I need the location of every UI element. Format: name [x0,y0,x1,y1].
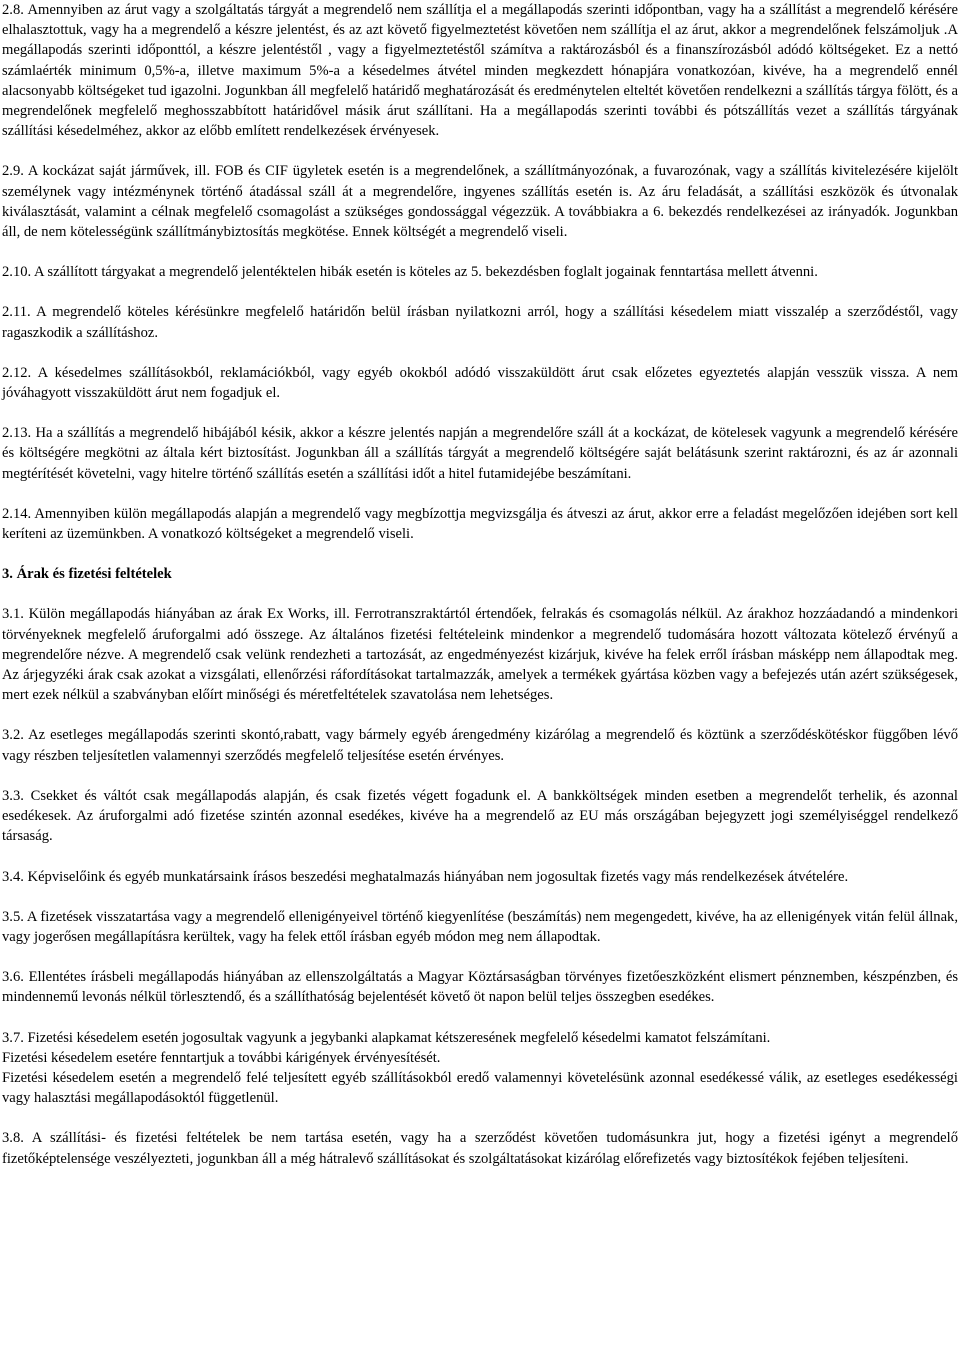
paragraph-3-7-line-1: 3.7. Fizetési késedelem esetén jogosultak vagyunk a jegybanki alapkamat kétszeresének megfelelő késedelmi kamatot felszámítani. [2,1029,771,1046]
document-page [2,0,958,1169]
paragraph-2-14: 2.14. Amennyiben külön megállapodás alapján a megrendelő vagy megbízottja megvizsgálja és átveszi az árut, akkor erre a feladást megelőzően idejében sort kell keríteni az üzemünkben. A vonatkozó költségeket a megrendelő viseli. [2,505,958,543]
paragraph-2-10: 2.10. A szállított tárgyakat a megrendelő jelentéktelen hibák esetén is köteles az 5. bekezdésben foglalt jogainak fenntartása mellett átvenni. [2,264,818,281]
paragraph-3-7 [2,1028,958,1109]
paragraph-3-1: 3.1. Külön megállapodás hiányában az árak Ex Works, ill. Ferrotranszraktártól értendőek, felrakás és csomagolás nélkül. Az árakhoz hozzáadandó a mindenkori törvényeknek megfelelő áruforgalmi adó összege. Az általános fizetési feltételeink mindenkor a megrendelő tudomására hozott változata kötelező érvényű a megrendelőre nézve. A megrendelő csak velünk rendezheti a tartozását, az engedményezést kizárjuk, kivéve ha felek erről írásban másképp nem állapodtak meg. Az árjegyzéki árak csak azokat a vizsgálati, ellenőrzési ráfordításokat tartalmazzák, amelyek a termékek gyártása közben vagy a befejezés után azért szükségesek, mert ezek nélkül a szabványban előírt minőségi és méretfeltételek szavatolása nem lehetséges. [2,606,958,704]
section-3-heading: 3. Árak és fizetési feltételek [2,566,172,583]
paragraph-3-5: 3.5. A fizetések visszatartása vagy a megrendelő ellenigényeivel történő kiegyenlítése (beszámítás) nem megengedett, kivéve, ha az ellenigények vitán felül állnak, vagy jogerősen megállapításra kerültek, vagy ha felek ettől írásban egyéb módon meg nem állapodtak. [2,908,958,945]
paragraph-3-8: 3.8. A szállítási- és fizetési feltételek be nem tartása esetén, vagy ha a szerződést követően tudomásunkra jut, hogy a fizetési igényt a megrendelő fizetőképtelensége veszélyezteti, jogunkban áll a még hátralevő szállításokat és szolgáltatásokat kizárólag előrefizetés vagy biztosítékok fejében teljesíteni. [2,1130,958,1167]
paragraph-3-2: 3.2. Az esetleges megállapodás szerinti skontó,rabatt, vagy bármely egyéb árengedmény kizárólag a megrendelő és köztünk a szerződéskötéskor függőben lévő vagy részben teljesítetlen valamennyi szerződés megfelelő teljesítése esetén érvényes. [2,727,958,764]
paragraph-3-7-line-3: Fizetési késedelem esetén a megrendelő felé teljesített egyéb szállításokból eredő valamennyi követelésünk azonnal esedékessé válik, az esetleges esedékességi vagy halasztási megállapodásoktól függetlenül. [2,1069,958,1107]
paragraph-3-7-line-2: Fizetési késedelem esetére fenntartjuk a további kárigények érvényesítését. [2,1049,441,1066]
paragraph-2-11: 2.11. A megrendelő köteles kérésünkre megfelelő határidőn belül írásban nyilatkozni arról, hogy a szállítási késedelem miatt visszalép a szerződéstől, vagy ragaszkodik a szállításhoz. [2,304,958,341]
paragraph-2-13: 2.13. Ha a szállítás a megrendelő hibájából késik, akkor a készre jelentés napján a megrendelőre száll át a kockázat, de kötelesek vagyunk a megrendelő kérésére és költségére megkötni az általa kért biztosítást. Jogunkban áll a szállítás tárgyát a megrendelő költségére saját belátásunk szerint raktározni, és az ár azonnali megtérítését követelni, vagy hitelre történő szállítás esetén a szállítási időt a hitel futamidejébe beszámítani. [2,425,958,482]
paragraph-2-8: 2.8. Amennyiben az árut vagy a szolgáltatás tárgyát a megrendelő nem szállítja el a megállapodás szerinti időpontban, vagy ha a szállítást a megrendelő kérésére elhalasztottuk, vagy ha a megrendelő a készre jelentést, és az azt követő figyelmeztetést követően nem szállítja el az árut, akkor a megrendelőnek felszámoljuk .A megállapodás szerinti időponttól, a készre jelentéstől , vagy a figyelmeztetéstől számítva a raktározásból és a finanszírozásból adódó költségeket. Ez a nettó számlaérték minimum 0,5%-a, illetve maximum 5%-a a késedelmes átvétel minden megkezdett hónapjára vonatkozóan, kivéve, ha a megrendelő ennél alacsonyabb költségeket tud igazolni. Jogunkban áll megfelelő határidő meghatározását és eredménytelen elteltét követően rendelkezni a szállítás tárgya fölött, és a megrendelőnek megfelelő meghosszabbított határidővel másik árut szállítani. Ha a megállapodás szerinti további és pótszállítás vezet a szállítás tárgyának szállítási késedelméhez, akkor az előbb említett rendelkezések érvényesek. [2,2,958,140]
paragraph-2-12: 2.12. A késedelmes szállításokból, reklamációkból, vagy egyéb okokból adódó visszaküldött árut csak előzetes egyeztetés alapján vesszük vissza. A nem jóváhagyott visszaküldött árut nem fogadjuk el. [2,364,958,402]
paragraph-2-9: 2.9. A kockázat saját járművek, ill. FOB és CIF ügyletek esetén is a megrendelőnek, a szállítmányozónak, a fuvarozónak, vagy a szállítás kivitelezésére kijelölt személynek vagy intézménynek történő átadással száll át a megrendelőre, ingyenes szállítás esetén is. Az áru feladását, a szállítási eszközök és útvonalak kiválasztását, valamint a célnak megfelelő csomagolást a szükséges gondossággal végezzük. A továbbiakra a 6. bekezdés rendelkezései az irányadók. Jogunkban áll, de nem kötelességünk szállítmánybiztosítás megkötése. Ennek költségét a megrendelő viseli. [2,163,958,241]
paragraph-3-4: 3.4. Képviselőink és egyéb munkatársaink írásos beszedési meghatalmazás hiányában nem jogosultak fizetés vagy más rendelkezések átvételére. [2,868,849,885]
paragraph-3-6: 3.6. Ellentétes írásbeli megállapodás hiányában az ellenszolgáltatás a Magyar Köztársaságban törvényes fizetőeszközként elismert pénznemben, készpénzben, és mindennemű levonás nélkül törlesztendő, és a szállíthatóság bejelentését követő öt napon belül teljes összegben esedékes. [2,969,958,1006]
paragraph-3-3: 3.3. Csekket és váltót csak megállapodás alapján, és csak fizetés végett fogadunk el. A bankköltségek minden esetben a megrendelőt terhelik, és azonnal esedékesek. Az áruforgalmi adó fizetése szintén azonnal esedékes, kivéve ha a megrendelő az EU más országában bejegyzett jogi személyiséggel rendelkező társaság. [2,787,958,845]
